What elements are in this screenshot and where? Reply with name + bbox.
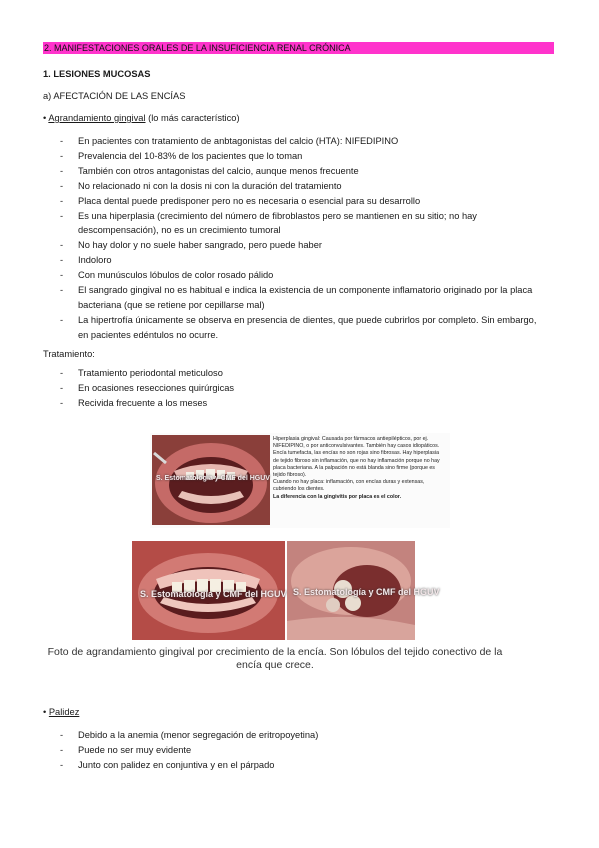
photo-watermark: S. Estomatología y CMF del HGUV — [140, 589, 287, 599]
photo-watermark: S. Estomatología y CMF del HGUV — [156, 475, 270, 482]
list-item: - Recivida frecuente a los meses — [60, 397, 208, 408]
list-item: - Es una hiperplasia (crecimiento del número de fibroblastos pero se mantienen en su sitio; no hay descompensación), no es un crecimiento tumoral — [60, 210, 477, 236]
subsection-title: a) AFECTACIÓN DE LAS ENCÍAS — [43, 91, 186, 101]
topic-label: Agrandamiento gingival — [48, 113, 146, 123]
bullet: • — [43, 707, 47, 717]
list-item: - Con munúsculos lóbulos de color rosado pálido — [60, 270, 274, 281]
figure-top — [150, 433, 450, 528]
list-item: - Debido a la anemia (menor segregación de eritropoyetina) — [60, 730, 319, 740]
list-item: - No hay dolor y no suele haber sangrado, pero puede haber — [60, 240, 322, 251]
list-item: - En ocasiones resecciones quirúrgicas — [60, 382, 235, 393]
figure-caption: Foto de agrandamiento gingival por crecimiento de la encía. Son lóbulos del tejido conectivo de la encía que crece. — [47, 646, 503, 671]
treatment-label: Tratamiento: — [43, 349, 95, 359]
topic-suffix: (lo más característico) — [145, 113, 240, 123]
topic-label: Palidez — [48, 707, 80, 717]
list-item: - Placa dental puede predisponer pero no es necesaria o esencial para su desarrollo — [60, 195, 421, 206]
list-item: - Junto con palidez en conjuntiva y en el párpado — [60, 759, 275, 770]
list-item: - Tratamiento periodontal meticuloso — [60, 368, 223, 378]
section-header: 2. MANIFESTACIONES ORALES DE LA INSUFICIENCIA RENAL CRÓNICA — [43, 42, 554, 54]
treatment-list — [60, 366, 234, 411]
mouth-photo-3 — [287, 541, 440, 640]
symptom-list — [60, 134, 548, 343]
photo-watermark: S. Estomatología y CMF del HGUV — [293, 587, 440, 597]
list-item: - No relacionado ni con la dosis ni con la duración del tratamiento — [60, 180, 342, 191]
mouth-photo-1 — [152, 435, 270, 525]
topic-heading — [43, 706, 79, 718]
figure-side-note: Hiperplasia gingival: Causada por fármacos antiepilépticos, por ej. NIFEDIPINO, o por anticonvulsivantes. También hay casos idiopáticos. Encía tumefacta, las encías no son rojas sino fibrosas. Hay hiperplasia de tejido fibroso sin inflamación, que no hay inflamación porque no hay placa bacteriana. A la palpación no está blanda sino firme (porque es tejido fibroso). Cuando no hay placa: inflamación, con encías duras y extensas, cubriendo los dientes. La diferencia con la gingivitis por placa es el color. — [273, 436, 440, 500]
bullet: • — [43, 113, 47, 123]
list-item: - Indoloro — [60, 255, 112, 266]
list-item: - En pacientes con tratamiento de anbtagonistas del calcio (HTA): NIFEDIPINO — [60, 136, 399, 146]
list-item: - La hipertrofía únicamente se observa en presencia de dientes, que puede cubrirlos por completo. Sin embargo, en pacientes edéntulos no ocurre. — [60, 314, 537, 340]
section-title: 1. LESIONES MUCOSAS — [43, 69, 151, 79]
list-item: - También con otros antagonistas del calcio, aunque menos frecuente — [60, 165, 359, 176]
pallor-list — [60, 728, 318, 773]
topic-heading — [43, 112, 240, 124]
list-item: - Puede no ser muy evidente — [60, 744, 192, 755]
list-item: - El sangrado gingival no es habitual e indica la existencia de un componente inflamatorio originado por la placa bacteriana (que se retiene por cepillarse mal) — [60, 285, 533, 310]
list-item: - Prevalencia del 10-83% de los pacientes que lo toman — [60, 150, 303, 161]
mouth-photo-2 — [132, 541, 285, 640]
